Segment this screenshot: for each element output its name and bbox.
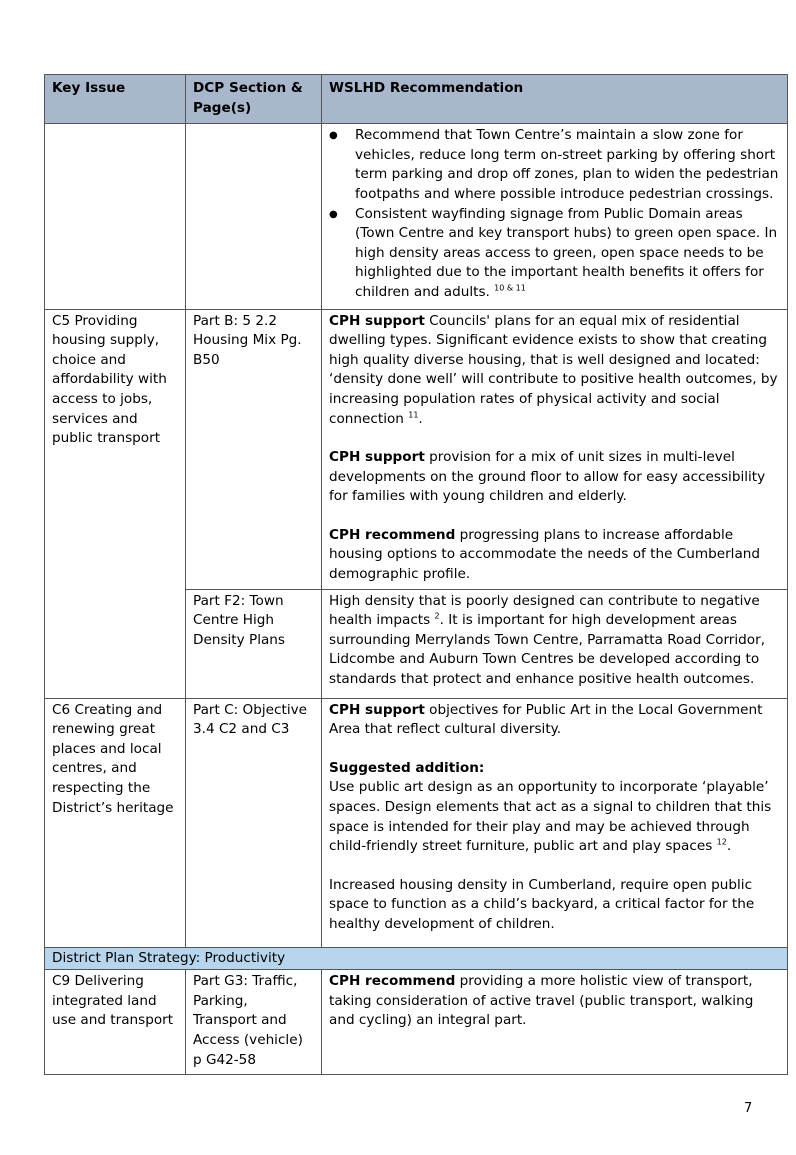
paragraph-text: . It is important for high development areas surrounding Merrylands Town Centre, Parramatta Road Corridor, Lidcombe and Auburn Town Centres be developed according to standards that protect and enhance positive health outcomes. (329, 612, 766, 688)
section-cell: Part F2: Town Centre High Density Plans (186, 589, 322, 698)
list-item (355, 126, 780, 204)
recommendation-cell (322, 698, 788, 947)
section-cell (186, 124, 322, 309)
table-row (45, 309, 788, 589)
issue-cell: C6 Creating and renewing great places and local centres, and respecting the District’s heritage (45, 698, 186, 947)
table-row (45, 124, 788, 309)
footnote-ref: 2 (434, 611, 440, 621)
recommendations-table (44, 74, 788, 1075)
footnote-ref: 10 & 11 (494, 283, 526, 293)
paragraph-text: High density that is poorly designed can contribute to negative health impacts (329, 592, 760, 629)
recommendation-cell (322, 309, 788, 589)
issue-cell: C9 Delivering integrated land use and transport (45, 970, 186, 1075)
paragraph (329, 526, 780, 585)
header-dcp-section: DCP Section & Page(s) (186, 75, 322, 124)
paragraph (329, 448, 780, 507)
bullet-list (329, 126, 780, 302)
issue-cell (45, 124, 186, 309)
paragraph (329, 701, 780, 740)
paragraph-text: progressing plans to increase affordable housing options to accommodate the needs of the Cumberland demographic profile. (329, 526, 761, 583)
table-row (45, 698, 788, 947)
header-wslhd-recommendation: WSLHD Recommendation (322, 75, 788, 124)
paragraph-tail: . (726, 838, 732, 855)
paragraph (329, 592, 780, 690)
table-row (45, 970, 788, 1075)
strategy-heading: District Plan Strategy: Productivity (45, 947, 788, 970)
paragraph-tail: . (418, 410, 423, 427)
suggested-addition-heading: Suggested addition: (329, 759, 485, 776)
recommendation-cell (322, 589, 788, 698)
recommendation-cell (322, 124, 788, 309)
bullet-text: Recommend that Town Centre’s maintain a slow zone for vehicles, reduce long term on-street parking by offering short term parking and drop off zones, plan to widen the pedestrian footpaths and where possible introduce pedestrian crossings. (355, 127, 779, 202)
section-cell: Part B: 5 2.2 Housing Mix Pg. B50 (186, 309, 322, 589)
bold-lead: CPH recommend (329, 526, 456, 543)
bold-lead: CPH support (329, 312, 425, 329)
table-header-row (45, 75, 788, 124)
recommendation-cell (322, 970, 788, 1075)
section-cell: Part G3: Traffic, Parking, Transport and Access (vehicle) p G42-58 (186, 970, 322, 1075)
bold-lead: CPH support (329, 449, 425, 466)
bold-lead: CPH recommend (329, 973, 456, 990)
paragraph-text: Increased housing density in Cumberland, require open public space to function as a child’s backyard, a critical factor for the healthy development of children. (329, 876, 755, 932)
bold-lead: CPH support (329, 701, 425, 718)
issue-cell: C5 Providing housing supply, choice and affordability with access to jobs, services and public transport (45, 309, 186, 698)
paragraph (329, 876, 780, 935)
paragraph-text: providing a more holistic view of transport, taking consideration of active travel (public transport, walking and cycling) an integral part. (329, 973, 754, 1029)
paragraph (329, 312, 780, 430)
paragraph-text: Councils' plans for an equal mix of residential dwelling types. Significant evidence exists to show that creating high quality diverse housing, that is well designed and located: ‘density done well’ will contribute to positive health outcomes, by increasing population rates of physical activity and social connection (329, 312, 778, 427)
bullet-text: Consistent wayfinding signage from Public Domain areas (Town Centre and key transport hubs) to green open space. In high density areas access to green, open space needs to be highlighted due to the important health benefits it offers for children and adults. (355, 205, 778, 300)
strategy-row (45, 947, 788, 970)
paragraph-text: provision for a mix of unit sizes in multi-level developments on the ground floor to allow for easy accessibility for families with young children and elderly. (329, 449, 766, 505)
footnote-ref: 11 (408, 409, 419, 419)
header-key-issue: Key Issue (45, 75, 186, 124)
paragraph-text: Use public art design as an opportunity to incorporate ‘playable’ spaces. Design elements that act as a signal to children that this space is intended for their play and may be achieved through child-friendly street furniture, public art and play spaces (329, 779, 772, 855)
section-cell: Part C: Objective 3.4 C2 and C3 (186, 698, 322, 947)
page-number: 7 (744, 1101, 753, 1116)
paragraph (329, 759, 780, 857)
list-item (355, 205, 780, 303)
footnote-ref: 12 (716, 837, 727, 847)
paragraph (329, 972, 780, 1031)
paragraph-text: objectives for Public Art in the Local Government Area that reflect cultural diversity. (329, 701, 763, 738)
